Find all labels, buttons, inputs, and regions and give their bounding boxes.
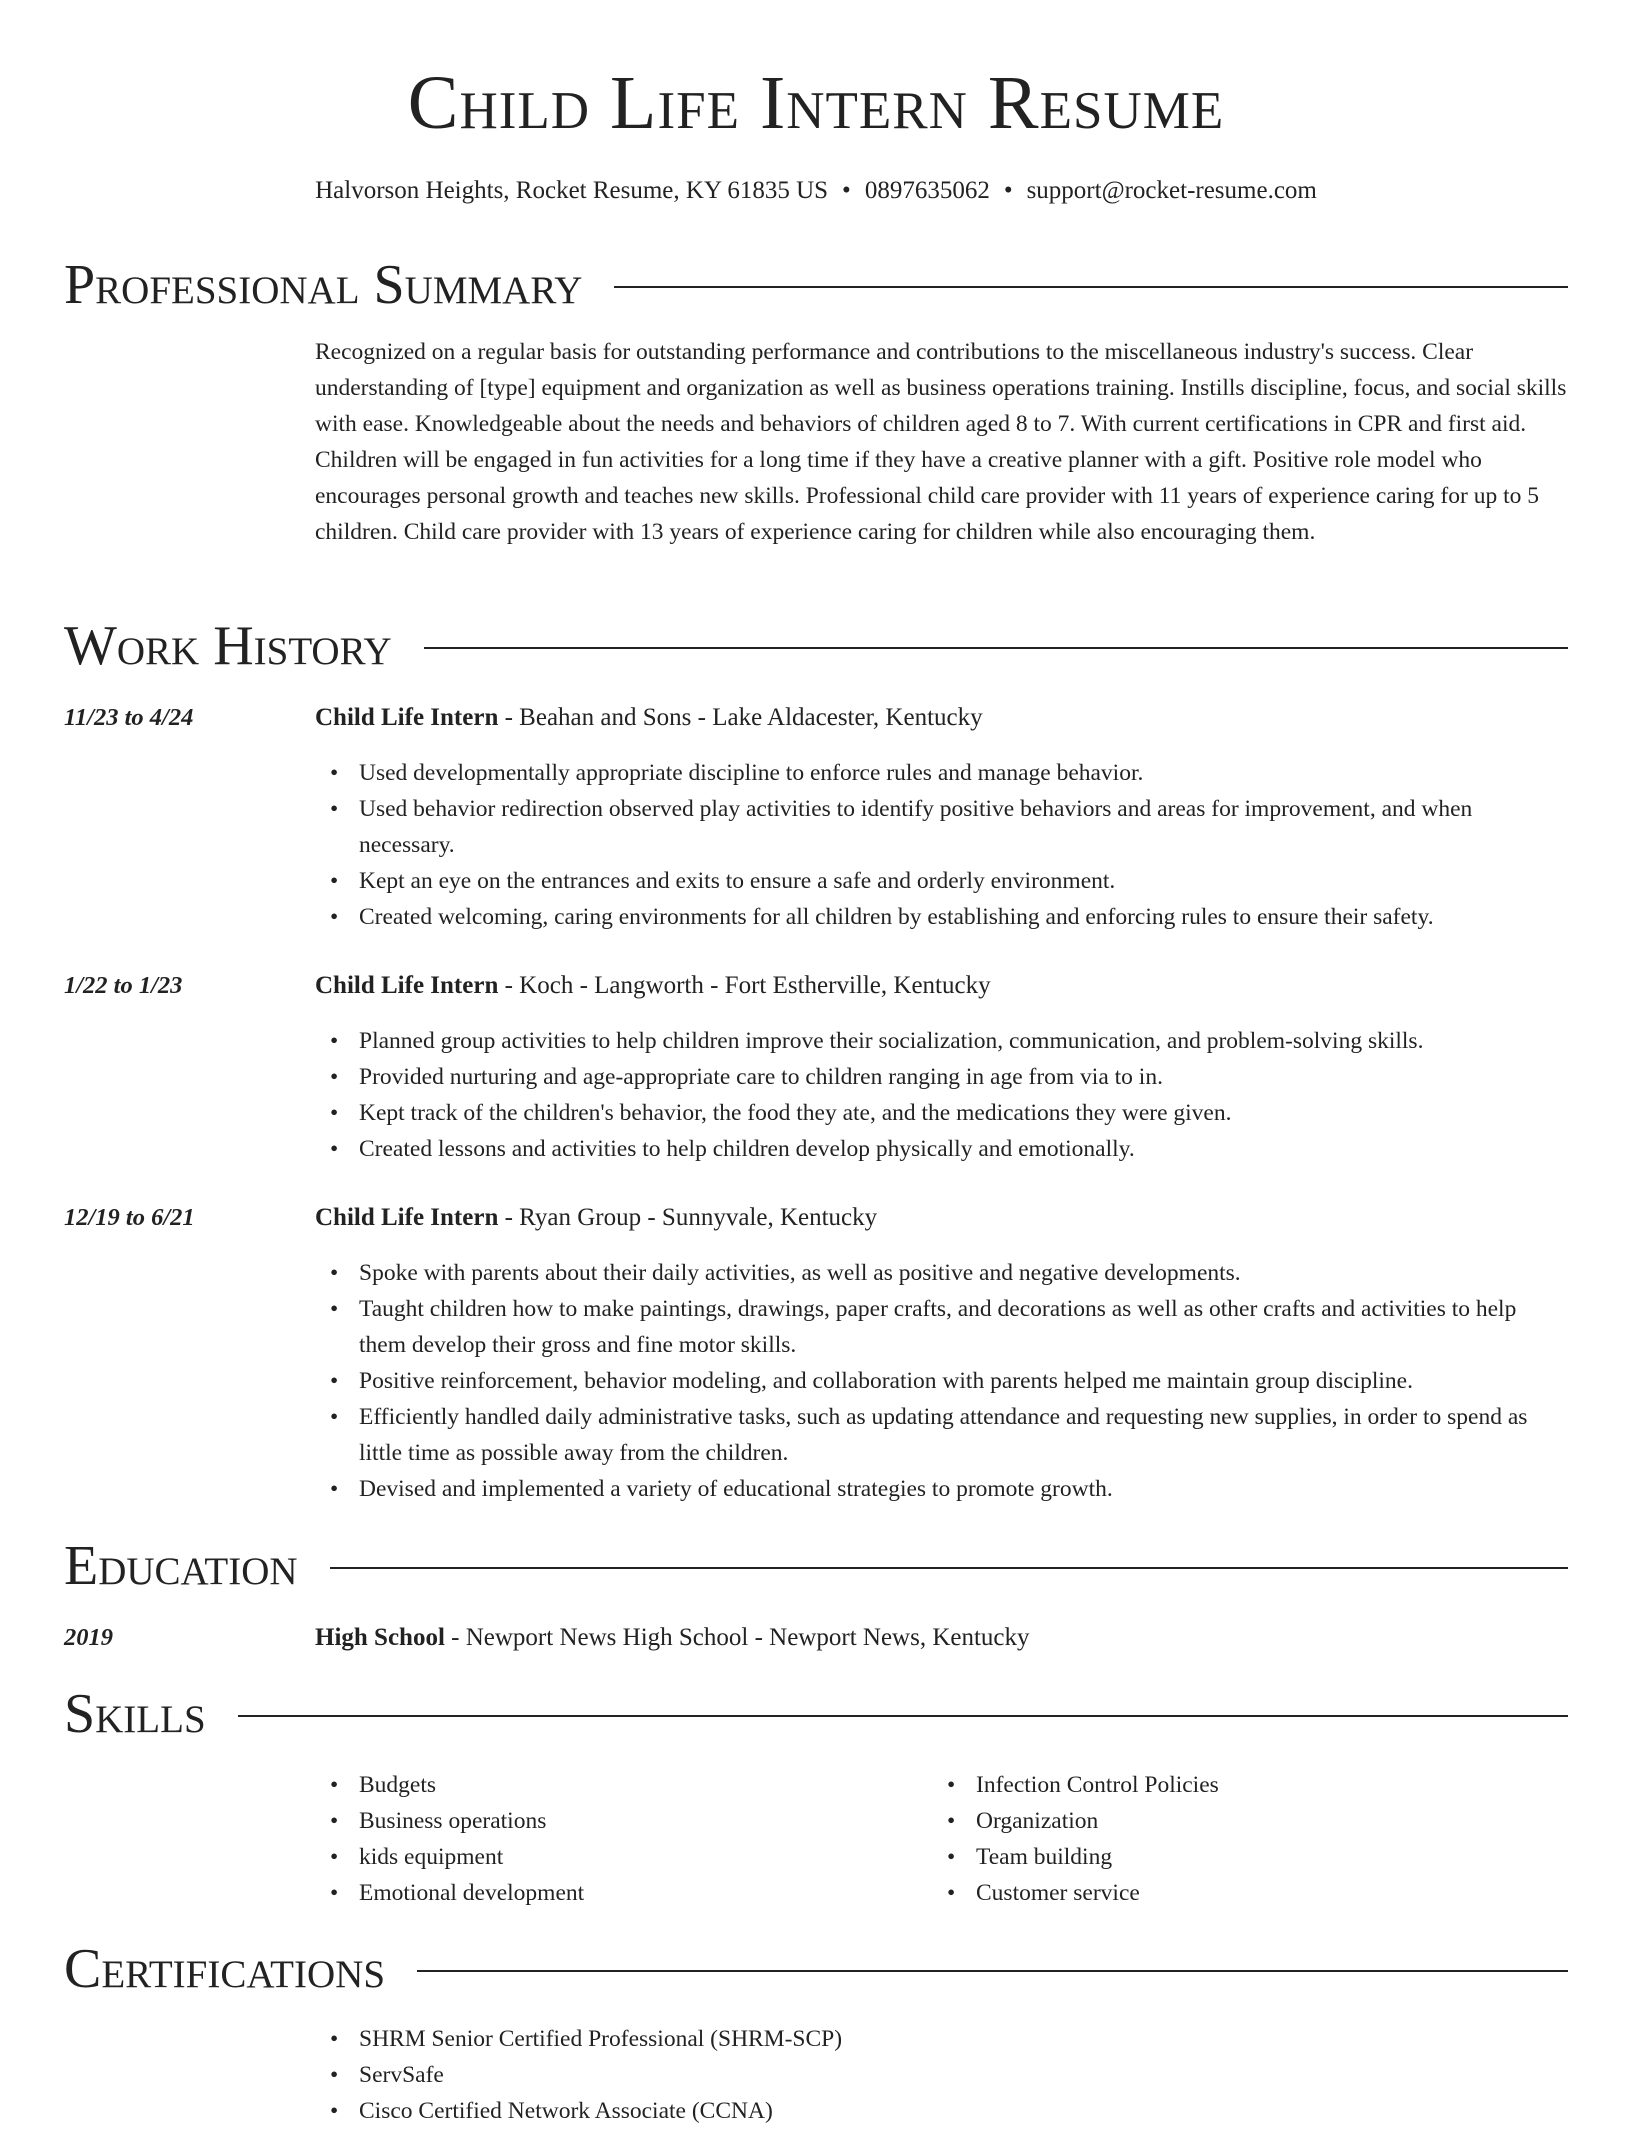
- list-item: • Organization: [976, 1803, 1492, 1839]
- section-header-work: [64, 614, 1568, 678]
- section-title-summary: Professional Summary: [64, 254, 583, 316]
- education-school: - Newport News High School - Newport News, Kentucky: [444, 1624, 1030, 1651]
- education-year: 2019: [64, 1624, 113, 1651]
- list-item: • Emotional development: [359, 1875, 875, 1911]
- contact-phone: 0897635062: [864, 177, 990, 204]
- list-item: • ServSafe: [359, 2057, 1568, 2093]
- education-degree: High School: [315, 1624, 445, 1651]
- list-item: • Used behavior redirection observed play activities to identify positive behaviors and areas for improvement, and when necessary.: [359, 791, 1568, 863]
- list-item: • Efficiently handled daily administrative tasks, such as updating attendance and requesting new supplies, in order to spend as little time as possible away from the children.: [359, 1399, 1568, 1471]
- job-employer: - Koch - Langworth - Fort Estherville, Kentucky: [498, 972, 991, 999]
- section-title-work: Work History: [64, 615, 392, 677]
- list-item: • Positive reinforcement, behavior modeling, and collaboration with parents helped me maintain group discipline.: [359, 1363, 1568, 1399]
- list-item: • SHRM Senior Certified Professional (SHRM-SCP): [359, 2021, 1568, 2057]
- job-heading: [315, 1200, 877, 1236]
- list-item: • Business operations: [359, 1803, 875, 1839]
- list-item: • Planned group activities to help children improve their socialization, communication, and problem-solving skills.: [359, 1023, 1568, 1059]
- job-title: Child Life Intern: [315, 972, 499, 999]
- skills-list-left: [315, 1767, 875, 1911]
- list-item: • Taught children how to make paintings, drawings, paper crafts, and decorations as well as other crafts and activities to help them develop their gross and fine motor skills.: [359, 1291, 1568, 1363]
- skills-list-right: [932, 1767, 1492, 1911]
- list-item: • Budgets: [359, 1767, 875, 1803]
- section-header-skills: [64, 1682, 1568, 1746]
- list-item: • Provided nurturing and age-appropriate care to children ranging in age from via to in.: [359, 1059, 1568, 1095]
- section-title-skills: Skills: [64, 1683, 206, 1745]
- section-divider: [238, 1715, 1568, 1717]
- list-item: • Spoke with parents about their daily activities, as well as positive and negative developments.: [359, 1255, 1568, 1291]
- job-bullets: [315, 1023, 1568, 1167]
- section-divider: [417, 1970, 1568, 1972]
- job-title: Child Life Intern: [315, 704, 499, 731]
- contact-email: support@rocket-resume.com: [1026, 177, 1317, 204]
- contact-separator: •: [842, 177, 851, 204]
- section-divider: [614, 286, 1568, 288]
- job-heading: [315, 700, 983, 736]
- certifications-list: [315, 2021, 1568, 2129]
- section-divider: [330, 1567, 1568, 1569]
- list-item: • Used developmentally appropriate discipline to enforce rules and manage behavior.: [359, 755, 1568, 791]
- list-item: • Devised and implemented a variety of educational strategies to promote growth.: [359, 1471, 1568, 1507]
- list-item: • Team building: [976, 1839, 1492, 1875]
- list-item: • Kept an eye on the entrances and exits to ensure a safe and orderly environment.: [359, 863, 1568, 899]
- section-divider: [424, 647, 1568, 649]
- job-bullets: [315, 755, 1568, 935]
- section-header-education: [64, 1534, 1568, 1598]
- section-header-summary: [64, 253, 1568, 317]
- section-title-certifications: Certifications: [64, 1938, 386, 2000]
- list-item: • Kept track of the children's behavior, the food they ate, and the medications they were given.: [359, 1095, 1568, 1131]
- list-item: • Cisco Certified Network Associate (CCNA): [359, 2093, 1568, 2129]
- job-dates: 12/19 to 6/21: [64, 1204, 195, 1231]
- section-title-education: Education: [64, 1535, 298, 1597]
- list-item: • Created lessons and activities to help children develop physically and emotionally.: [359, 1131, 1568, 1167]
- resume-title: Child Life Intern Resume: [407, 61, 1225, 145]
- job-bullets: [315, 1255, 1568, 1507]
- section-header-certifications: [64, 1937, 1568, 2001]
- job-heading: [315, 968, 991, 1004]
- contact-line: [64, 173, 1568, 209]
- contact-separator: •: [1003, 177, 1013, 204]
- list-item: • Customer service: [976, 1875, 1492, 1911]
- contact-address: Halvorson Heights, Rocket Resume, KY 61835 US: [315, 177, 829, 204]
- list-item: • kids equipment: [359, 1839, 875, 1875]
- job-dates: 1/22 to 1/23: [64, 972, 183, 999]
- list-item: • Infection Control Policies: [976, 1767, 1492, 1803]
- education-heading: [315, 1620, 1030, 1656]
- job-dates: 11/23 to 4/24: [64, 704, 194, 731]
- summary-text: Recognized on a regular basis for outstanding performance and contributions to the miscellaneous industry's success. Clear understanding of [type] equipment and organization as well as business operations training. Instills discipline, focus, and social skills with ease. Knowledgeable about the needs and behaviors of children aged 8 to 7. With current certifications in CPR and first aid. Children will be engaged in fun activities for a long time if they have a creative planner with a gift. Positive role model who encourages personal growth and teaches new skills. Professional child care provider with 11 years of experience caring for up to 5 children. Child care provider with 13 years of experience caring for children while also encouraging them.: [315, 339, 1567, 545]
- list-item: • Created welcoming, caring environments for all children by establishing and enforcing rules to ensure their safety.: [359, 899, 1568, 935]
- job-title: Child Life Intern: [315, 1204, 499, 1231]
- job-employer: - Ryan Group - Sunnyvale, Kentucky: [498, 1204, 878, 1231]
- job-employer: - Beahan and Sons - Lake Aldacester, Kentucky: [498, 704, 983, 731]
